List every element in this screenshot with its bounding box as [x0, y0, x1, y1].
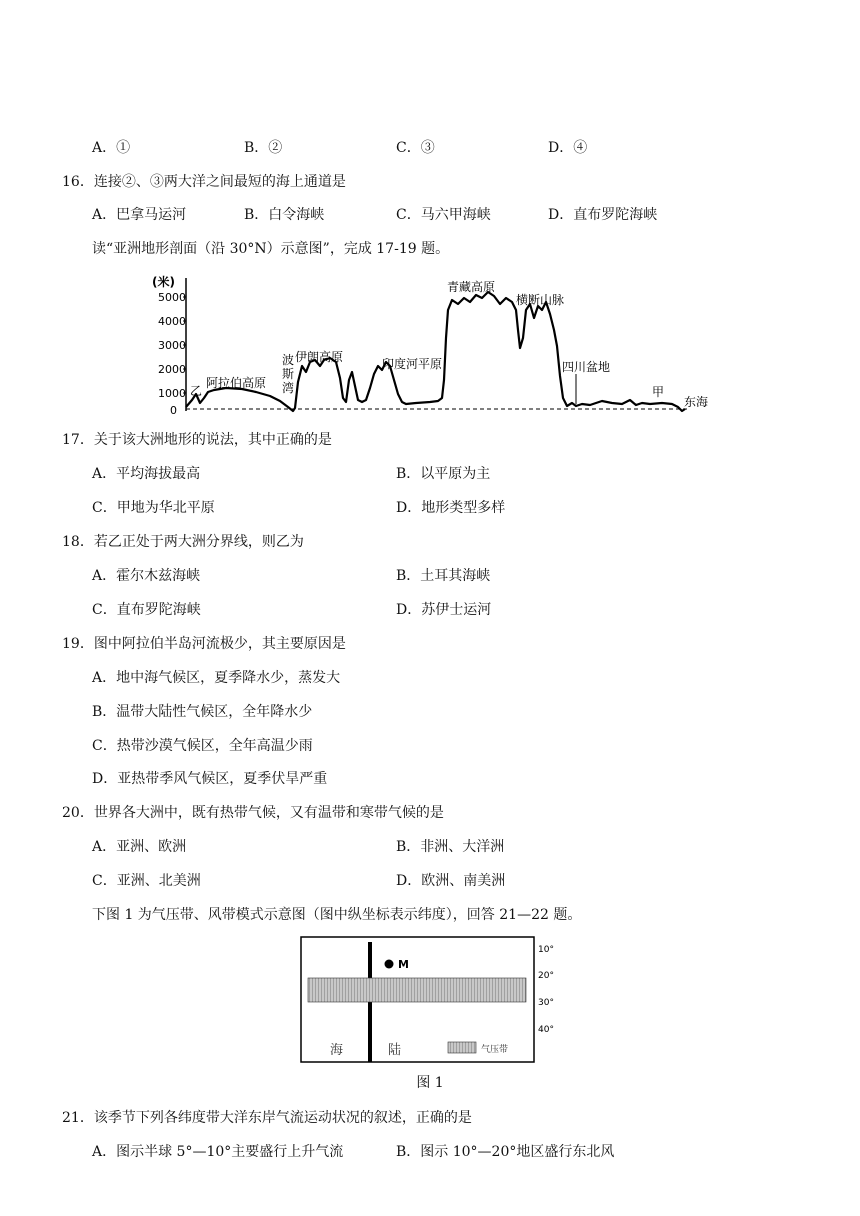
pressure-belt-figure: [300, 936, 560, 1066]
q20-question: 20．世界各大洲中，既有热带气候，又有温带和寒带气候的是: [62, 805, 444, 821]
q15-option-b: B．②: [244, 140, 283, 156]
q19-option-b: B．温带大陆性气候区，全年降水少: [92, 704, 313, 720]
q17-option-d: D．地形类型多样: [396, 500, 506, 516]
intro-21-22: 下图 1 为气压带、风带模式示意图（图中纵坐标表示纬度），回答 21—22 题。: [92, 907, 582, 923]
label-jia: 甲: [652, 385, 665, 399]
q18-option-b: B．土耳其海峡: [396, 568, 491, 584]
legend-label: 气压带: [481, 1045, 509, 1055]
profile-tick-2000: 2000: [158, 363, 186, 376]
q20-option-a: A．亚洲、欧洲: [92, 839, 187, 855]
q21-question: 21．该季节下列各纬度带大洋东岸气流运动状况的叙述，正确的是: [62, 1110, 472, 1126]
label-land: 陆: [388, 1043, 402, 1058]
label-sea: 海: [330, 1043, 344, 1058]
q18-question: 18．若乙正处于两大洲分界线，则乙为: [62, 534, 304, 550]
label-yi: 乙: [190, 384, 203, 398]
q21-option-a: A．图示半球 5°—10°主要盛行上升气流: [92, 1144, 344, 1160]
profile-tick-0: 0: [170, 404, 177, 417]
label-persian-gulf-3: 湾: [282, 381, 295, 395]
label-sichuan-basin: 四川盆地: [562, 360, 611, 374]
lat-tick-40: 40°: [538, 1025, 554, 1035]
profile-tick-4000: 4000: [158, 315, 186, 328]
lat-tick-30: 30°: [538, 998, 554, 1008]
q19-option-a: A．地中海气候区，夏季降水少，蒸发大: [92, 670, 341, 686]
label-persian-gulf-1: 波: [282, 353, 295, 367]
q15-option-a: A．①: [92, 140, 131, 156]
q16-option-d: D．直布罗陀海峡: [548, 207, 658, 223]
profile-tick-1000: 1000: [158, 387, 186, 400]
q18-option-d: D．苏伊士运河: [396, 602, 492, 618]
q20-option-d: D．欧洲、南美洲: [396, 873, 506, 889]
figure-1-caption: 图 1: [416, 1075, 444, 1091]
q20-option-c: C．亚洲、北美洲: [92, 873, 201, 889]
label-tibetan-plateau: 青藏高原: [447, 280, 496, 294]
intro-17-19: 读“亚洲地形剖面（沿 30°N）示意图”，完成 17-19 题。: [92, 241, 450, 257]
pressure-belt: [308, 978, 526, 1002]
q21-option-b: B．图示 10°—20°地区盛行东北风: [396, 1144, 615, 1160]
profile-tick-3000: 3000: [158, 339, 186, 352]
point-m-label: M: [398, 958, 409, 971]
q19-option-d: D．亚热带季风气候区，夏季伏旱严重: [92, 771, 328, 787]
label-persian-gulf-2: 斯: [282, 367, 295, 381]
q18-option-c: C．直布罗陀海峡: [92, 602, 201, 618]
label-iranian-plateau: 伊朗高原: [295, 350, 344, 364]
q16-option-a: A．巴拿马运河: [92, 207, 187, 223]
q16-option-c: C．马六甲海峡: [396, 207, 491, 223]
lat-tick-20: 20°: [538, 971, 554, 981]
lat-tick-10: 10°: [538, 945, 554, 955]
q15-option-d: D．④: [548, 140, 588, 156]
legend-swatch: [448, 1042, 476, 1053]
label-hengduan-mountains: 横断山脉: [516, 293, 565, 307]
q17-option-a: A．平均海拔最高: [92, 466, 201, 482]
terrain-profile-line: [186, 292, 685, 411]
label-indus-plain: 印度河平原: [382, 357, 443, 371]
label-arabian-plateau: 阿拉伯高原: [206, 376, 267, 390]
q17-option-b: B．以平原为主: [396, 466, 491, 482]
point-m: [385, 960, 394, 969]
q17-question: 17．关于该大洲地形的说法，其中正确的是: [62, 432, 332, 448]
label-east-sea: 东海: [684, 395, 709, 409]
asia-profile-figure: [150, 270, 725, 420]
q20-option-b: B．非洲、大洋洲: [396, 839, 505, 855]
profile-tick-5000: 5000: [158, 291, 186, 304]
q16-option-b: B．白令海峡: [244, 207, 325, 223]
q17-option-c: C．甲地为华北平原: [92, 500, 215, 516]
q16-question: 16．连接②、③两大洋之间最短的海上通道是: [62, 174, 346, 190]
q19-option-c: C．热带沙漠气候区，全年高温少雨: [92, 738, 313, 754]
profile-unit: (米): [152, 275, 175, 289]
q18-option-a: A．霍尔木兹海峡: [92, 568, 201, 584]
q19-question: 19．图中阿拉伯半岛河流极少，其主要原因是: [62, 636, 346, 652]
q15-option-c: C．③: [396, 140, 435, 156]
